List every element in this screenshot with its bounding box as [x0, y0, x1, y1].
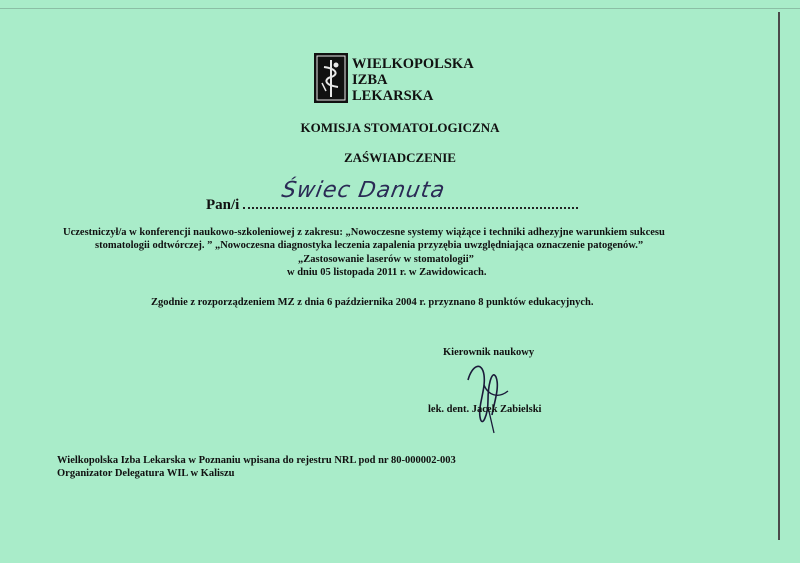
recipient-handwritten-name: Świec Danuta — [279, 178, 448, 203]
education-points-statement: Zgodnie z rozporządzeniem MZ z dnia 6 października 2004 r. przyznano 8 punktów edukacyjnych. — [151, 297, 594, 308]
signatory-role: Kierownik naukowy — [443, 347, 535, 358]
org-name-line1: WIELKOPOLSKA — [352, 56, 474, 72]
document-title: ZAŚWIADCZENIE — [344, 150, 456, 165]
right-border-line — [778, 12, 780, 540]
body-line-1: Uczestniczył/a w konferencji naukowo-szkoleniowej z zakresu: „Nowoczesne systemy wiążące i techniki adhezyjne warunkiem sukcesu — [63, 227, 665, 238]
handwritten-signature — [458, 355, 518, 435]
organization-logo-text — [352, 56, 474, 104]
medical-chamber-logo-icon — [314, 53, 348, 103]
body-line-2: stomatologii odtwórczej. ” „Nowoczesna diagnostyka leczenia zapalenia przyzębia uwzględniająca oznaczenie patogenów.” — [95, 240, 644, 251]
top-edge — [0, 8, 800, 9]
footer-organizer-line: Organizator Delegatura WIL w Kaliszu — [57, 468, 235, 479]
recipient-label: Pan/i — [206, 197, 240, 213]
body-line-3: „Zastosowanie laserów w stomatologii” — [298, 254, 474, 265]
commission-heading: KOMISJA STOMATOLOGICZNA — [300, 120, 500, 135]
org-name-line2: IZBA — [352, 72, 388, 88]
footer-registry-line: Wielkopolska Izba Lekarska w Poznaniu wpisana do rejestru NRL pod nr 80-000002-003 — [57, 455, 456, 466]
body-line-4: w dniu 05 listopada 2011 r. w Zawidowicach. — [287, 267, 487, 278]
org-name-line3: LEKARSKA — [352, 88, 434, 104]
signatory-name: lek. dent. Jacek Zabielski — [428, 404, 542, 415]
